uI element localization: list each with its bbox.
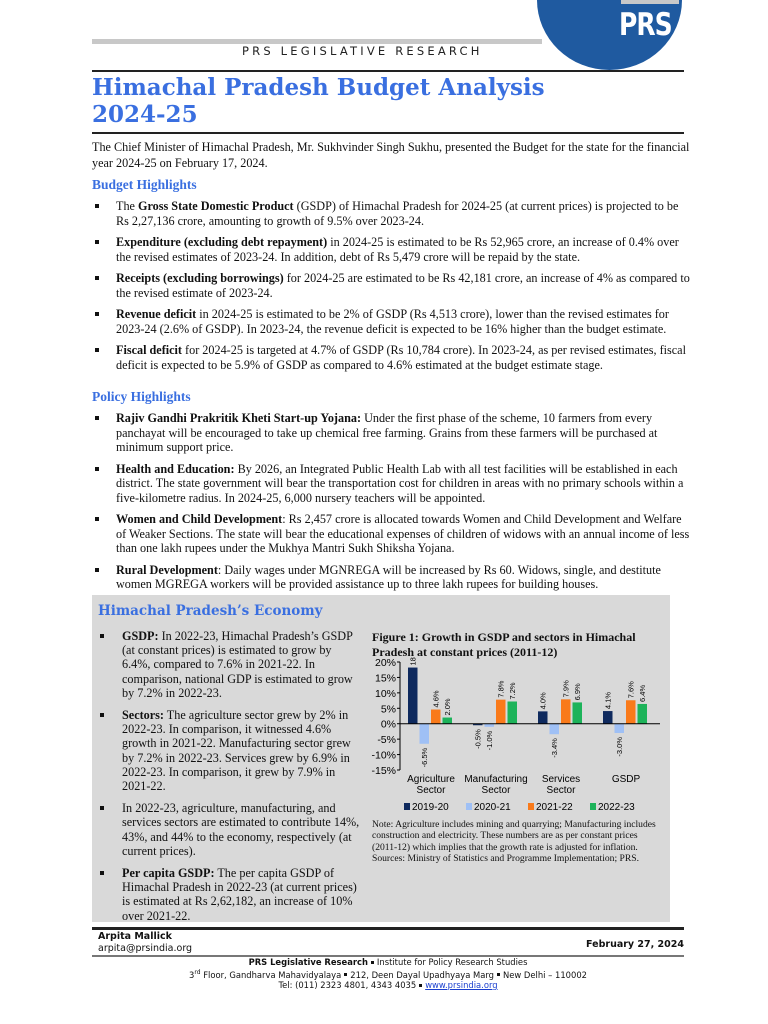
policy-highlights-heading: Policy Highlights <box>92 389 191 404</box>
page-title <box>92 74 545 128</box>
list-item: In 2022-23, agriculture, manufacturing, and services sectors are estimated to contribute 14%, 43%, and 44% to the economy, respectively (at current prices). <box>98 801 360 858</box>
svg-text:-1.0%: -1.0% <box>485 730 495 751</box>
svg-text:Manufacturing: Manufacturing <box>464 774 528 785</box>
svg-text:Sector: Sector <box>546 785 576 796</box>
list-item: Receipts (excluding borrowings) for 2024-25 are estimated to be Rs 42,181 crore, an increase of 4% as compared to the revised estimate of 2023-24. <box>92 271 692 300</box>
author-email[interactable]: arpita@prsindia.org <box>98 943 193 954</box>
list-item: Women and Child Development: Rs 2,457 crore is allocated towards Women and Child Development and Welfare of Weaker Sections. The state will bear the educational expenses of children of widows with an annual income of less than one lakh rupees under the Mukhya Mantri Sukh Shiksha Yojana. <box>92 512 692 556</box>
list-item: The Gross State Domestic Product (GSDP) of Himachal Pradesh for 2024-25 (at current prices) is projected to be Rs 2,27,136 crore, amounting to growth of 9.5% over 2023-24. <box>92 199 692 228</box>
footer-rule <box>92 927 684 930</box>
budget-highlights-heading: Budget Highlights <box>92 177 197 192</box>
header-rule <box>92 70 684 72</box>
list-item: Rajiv Gandhi Prakritik Kheti Start-up Yojana: Under the first phase of the scheme, 10 farmers from every panchayat will be encouraged to take up chemical free farming. Grains from these farmers will be purchased at minimum support price. <box>92 411 692 455</box>
svg-text:4.6%: 4.6% <box>431 690 441 708</box>
svg-text:Agriculture: Agriculture <box>407 774 455 785</box>
chart-svg <box>364 657 664 817</box>
svg-text:6.9%: 6.9% <box>573 683 583 701</box>
title-line-2: 2024-25 <box>92 101 198 128</box>
author-name: Arpita Mallick <box>98 931 172 942</box>
website-link[interactable]: www.prsindia.org <box>425 979 498 990</box>
footer-org: PRS Legislative Research <box>248 957 368 967</box>
svg-text:15%: 15% <box>374 672 396 685</box>
svg-text:2020-21: 2020-21 <box>474 802 511 813</box>
svg-text:5%: 5% <box>380 703 396 716</box>
svg-text:Services: Services <box>541 774 581 785</box>
list-item: Revenue deficit in 2024-25 is estimated to be 2% of GSDP (Rs 4,513 crore), lower than the revised estimates for 2023-24 (2.6% of GSDP). In 2023-24, the revenue deficit is expected to be 16% higher than the budget estimate. <box>92 307 692 336</box>
svg-text:7.6%: 7.6% <box>626 681 636 699</box>
svg-text:18.2% <box>409 657 418 666</box>
economy-list <box>98 629 360 931</box>
policy-highlights-list <box>92 411 692 599</box>
org-name: PRS LEGISLATIVE RESEARCH <box>242 44 483 58</box>
footer-address: PRS Legislative Research Institute for Policy Research Studies 3rd Floor, Gandharva Mahavidyalaya 212, Deen Dayal Upadhyaya Marg New Delhi – 110002 Tel: (011) 2323 4801, 4343 4035 www.prsindia.org <box>189 957 587 990</box>
svg-text:-3.4%: -3.4% <box>550 738 560 758</box>
svg-text:2021-22: 2021-22 <box>536 802 573 813</box>
document-page <box>92 0 692 1024</box>
figure-note <box>372 819 662 865</box>
svg-text:7.8%: 7.8% <box>496 680 506 698</box>
title-rule <box>92 132 684 134</box>
list-item: Health and Education: By 2026, an Integrated Public Health Lab with all test facilities will be established in each district. The state government will bear the transportation cost for children in areas with no primary schools within a five-kilometre radius. In 2024-25, 6,000 nursery teachers will be appointed. <box>92 462 692 506</box>
svg-text:20%: 20% <box>374 657 396 669</box>
budget-highlights-list <box>92 199 692 379</box>
svg-text:7.9%: 7.9% <box>561 680 571 698</box>
svg-text:-0.5%: -0.5% <box>473 729 483 749</box>
svg-text:4.1%: 4.1% <box>603 691 613 710</box>
svg-text:2.0%: 2.0% <box>443 698 453 716</box>
intro-paragraph: The Chief Minister of Himachal Pradesh, Mr. Sukhvinder Singh Sukhu, presented the Budget for the state for the financial year 2024-25 on February 17, 2024. <box>92 140 690 170</box>
svg-text:-5%: -5% <box>377 734 396 747</box>
svg-text:6.4%: 6.4% <box>638 684 648 702</box>
list-item: GSDP: In 2022-23, Himachal Pradesh’s GSDP (at constant prices) is estimated to grow by 6.4%, compared to 7.6% in 2021-22. In comparison, national GDP is estimated to grow by 7.2% in 2022-23. <box>98 629 360 700</box>
svg-text:0%: 0% <box>380 718 396 731</box>
svg-text:4.0%: 4.0% <box>538 692 548 710</box>
economy-heading: Himachal Pradesh’s Economy <box>98 603 323 619</box>
sources-text: Sources: Ministry of Statistics and Programme Implementation; PRS. <box>372 853 640 865</box>
figure-title: Figure 1: Growth in GSDP and sectors in Himachal Pradesh at constant prices (2011-12) <box>372 630 636 659</box>
economy-box <box>92 595 670 922</box>
list-item: Rural Development: Daily wages under MGNREGA will be increased by Rs 60. Widows, single, and destitute women MGREGA workers will be provided assistance up to three lakh rupees for building houses. <box>92 563 692 592</box>
list-item: Expenditure (excluding debt repayment) in 2024-25 is estimated to be Rs 52,965 crore, an increase of 0.4% over the revised estimates of 2023-24. In addition, debt of Rs 5,479 crore will be repaid by the state. <box>92 235 692 264</box>
list-item: Sectors: The agriculture sector grew by 2% in 2022-23. In comparison, it witnessed 4.6% growth in 2021-22. Manufacturing sector grew by 7.2% in 2022-23. Services grew by 6.9% in 2022-23. In comparison, it grew by 7.9% in 2021-22. <box>98 708 360 793</box>
svg-text:-10%: -10% <box>371 749 396 762</box>
svg-text:-15%: -15% <box>371 765 396 777</box>
title-line-1: Himachal Pradesh Budget Analysis <box>92 74 545 101</box>
logo-stripe <box>621 0 679 4</box>
publication-date: February 27, 2024 <box>586 939 684 950</box>
prs-logo <box>537 0 682 70</box>
growth-bar-chart <box>364 657 664 817</box>
svg-text:2022-23: 2022-23 <box>598 802 635 813</box>
logo-text: PRS <box>619 6 672 43</box>
svg-text:-3.0%: -3.0% <box>615 736 625 757</box>
note-text: Note: Agriculture includes mining and quarrying; Manufacturing includes construction and electricity. These numbers are as per constant prices (2011-12) which implies that the growth rate is adjusted for inflation. <box>372 819 656 853</box>
svg-text:Sector: Sector <box>481 785 511 796</box>
list-item: Per capita GSDP: The per capita GSDP of Himachal Pradesh in 2022-23 (at current prices) is estimated at Rs 2,62,182, an increase of 10% over 2021-22. <box>98 866 360 923</box>
svg-text:-6.5%: -6.5% <box>420 747 430 768</box>
svg-text:10%: 10% <box>374 687 396 700</box>
svg-text:GSDP: GSDP <box>611 774 641 785</box>
svg-text:2019-20: 2019-20 <box>412 802 449 813</box>
list-item: Fiscal deficit for 2024-25 is targeted at 4.7% of GSDP (Rs 10,784 crore). In 2023-24, as per revised estimates, fiscal deficit is expected to be 5.9% of GSDP as compared to 4.6% estimated at the budget estimate stage. <box>92 343 692 372</box>
svg-text:7.2%: 7.2% <box>508 682 518 700</box>
svg-text:Sector: Sector <box>416 785 446 796</box>
